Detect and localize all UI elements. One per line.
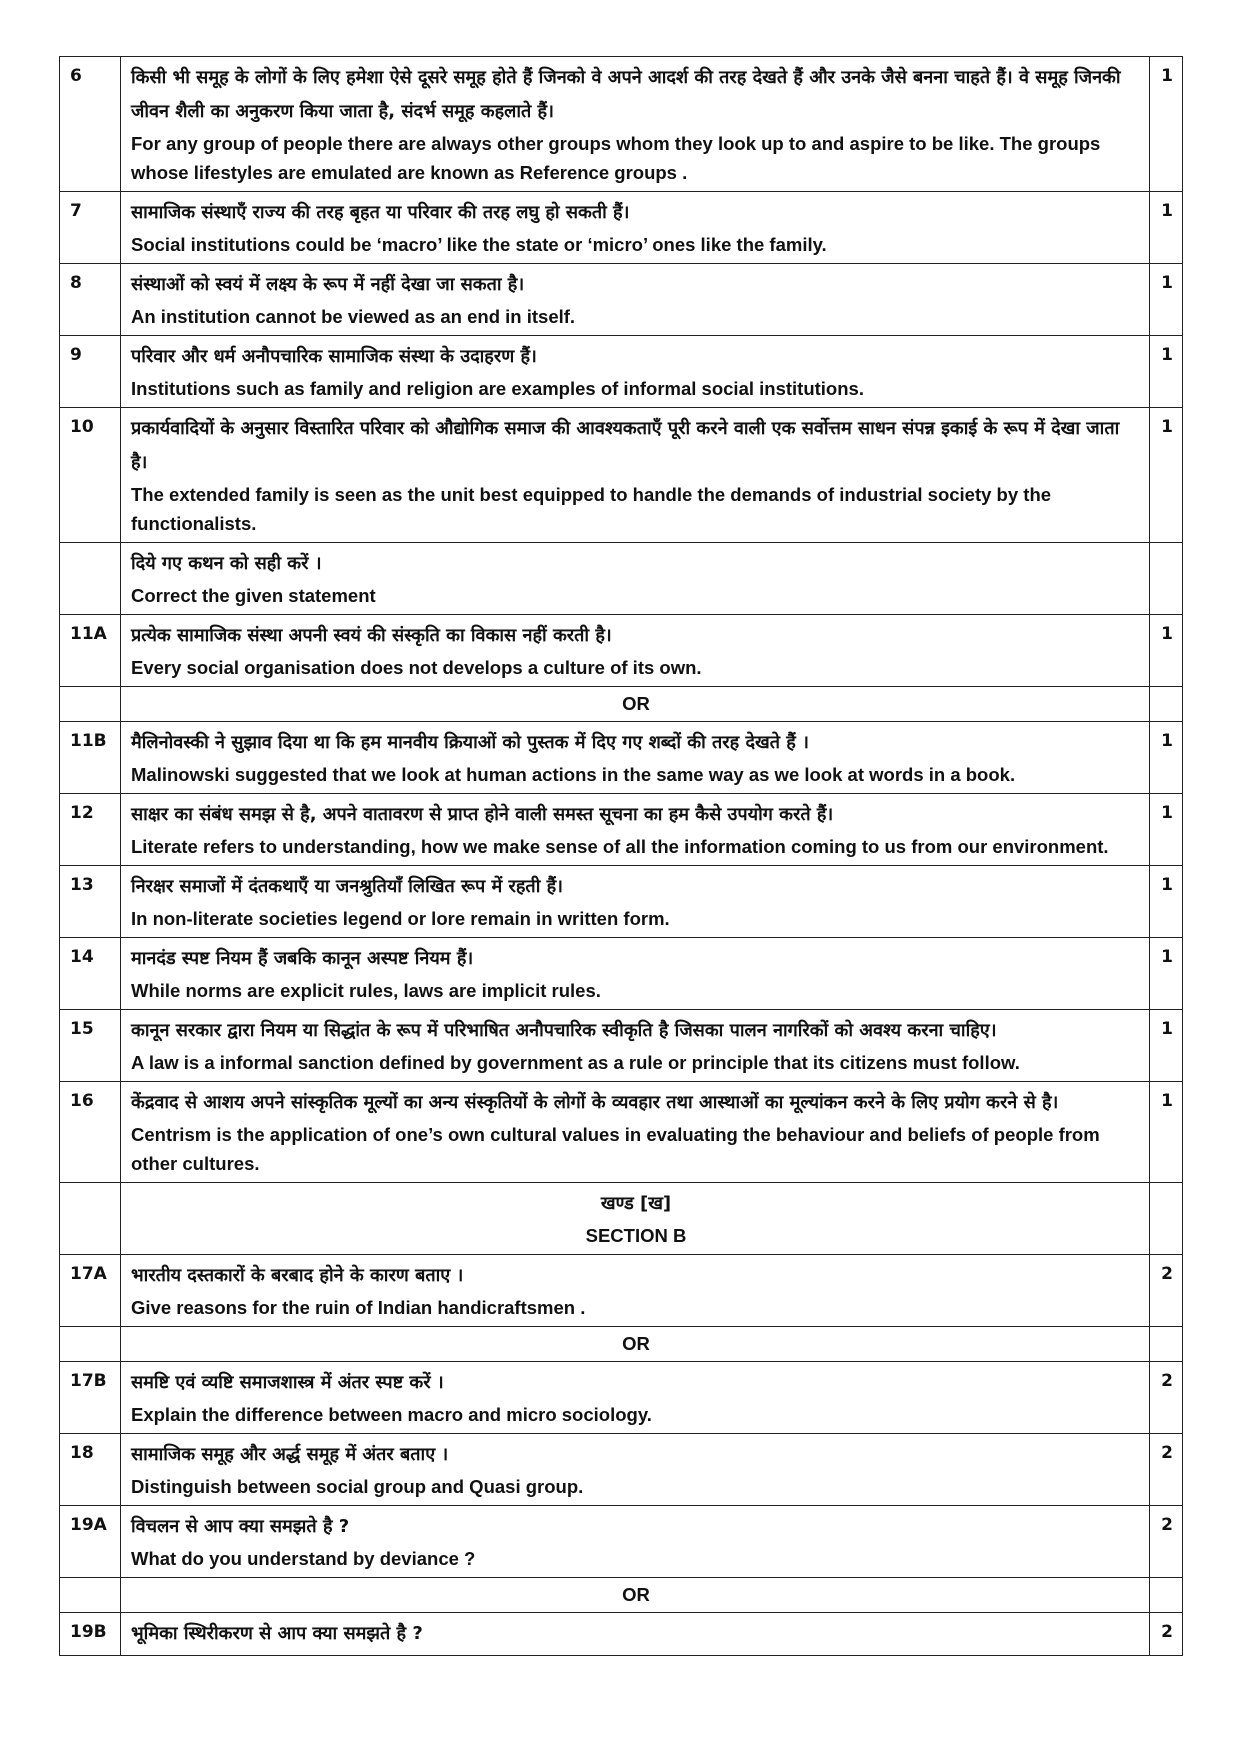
question-text-english: Every social organisation does not develops a culture of its own. <box>131 657 702 678</box>
question-text-english: The extended family is seen as the unit best equipped to handle the demands of industrial society by the functionalists. <box>131 484 1052 534</box>
question-text-hindi: किसी भी समूह के लोगों के लिए हमेशा ऐसे दूसरे समूह होते हैं जिनको वे अपने आदर्श की तरह देखते हैं और उनके जैसे बनना चाहते हैं। वे समूह जिनकी जीवन शैली का अनुकरण किया जाता है, संदर्भ समूह कहलाते हैं। <box>131 67 1121 122</box>
empty-marks-cell <box>1150 1578 1183 1613</box>
section-heading-row <box>60 1183 1183 1255</box>
question-text <box>121 543 1150 615</box>
question-number: 10 <box>60 408 121 543</box>
question-row <box>60 57 1183 192</box>
or-label: OR <box>622 1584 650 1605</box>
or-label: OR <box>622 1333 650 1354</box>
empty-number-cell <box>60 1183 121 1255</box>
question-row <box>60 615 1183 687</box>
question-row <box>60 794 1183 866</box>
question-text-english: An institution cannot be viewed as an end in itself. <box>131 306 576 327</box>
question-text-hindi: भारतीय दस्तकारों के बरबाद होने के कारण बताए । <box>131 1265 464 1286</box>
question-text-hindi: कानून सरकार द्वारा नियम या सिद्धांत के रूप में परिभाषित अनौपचारिक स्वीकृति है जिसका पालन नागरिकों को अवश्य करना चाहिए। <box>131 1020 997 1041</box>
question-marks: 1 <box>1150 264 1183 336</box>
question-text-english: While norms are explicit rules, laws are implicit rules. <box>131 980 601 1001</box>
question-table-body <box>60 57 1183 1656</box>
question-text-hindi: सामाजिक संस्थाएँ राज्य की तरह बृहत या परिवार की तरह लघु हो सकती हैं। <box>131 202 630 223</box>
question-marks: 1 <box>1150 794 1183 866</box>
empty-number-cell <box>60 687 121 722</box>
question-text-hindi: समष्टि एवं व्यष्टि समाजशास्त्र में अंतर स्पष्ट करें । <box>131 1372 444 1393</box>
question-number: 17A <box>60 1255 121 1327</box>
question-number: 18 <box>60 1434 121 1506</box>
section-title-english: SECTION B <box>585 1225 687 1246</box>
empty-number-cell <box>60 1327 121 1362</box>
question-row <box>60 336 1183 408</box>
question-marks: 1 <box>1150 57 1183 192</box>
question-row <box>60 1362 1183 1434</box>
question-row <box>60 1082 1183 1183</box>
question-text-english: A law is a informal sanction defined by government as a rule or principle that its citizens must follow. <box>131 1052 1020 1073</box>
or-separator-row <box>60 1327 1183 1362</box>
question-text-english: What do you understand by deviance ? <box>131 1548 476 1569</box>
question-text <box>121 1255 1150 1327</box>
question-marks: 1 <box>1150 1082 1183 1183</box>
question-row <box>60 192 1183 264</box>
question-text <box>121 192 1150 264</box>
question-text <box>121 57 1150 192</box>
question-number: 11B <box>60 722 121 794</box>
question-text-hindi: प्रत्येक सामाजिक संस्था अपनी स्वयं की संस्कृति का विकास नहीं करती है। <box>131 625 612 646</box>
section-heading <box>121 1183 1150 1255</box>
question-text <box>121 722 1150 794</box>
question-number: 14 <box>60 938 121 1010</box>
question-text-english: Explain the difference between macro and micro sociology. <box>131 1404 652 1425</box>
or-separator-row <box>60 1578 1183 1613</box>
question-number: 16 <box>60 1082 121 1183</box>
question-text <box>121 1362 1150 1434</box>
question-text-english: Social institutions could be ‘macro’ like the state or ‘micro’ ones like the family. <box>131 234 827 255</box>
question-text-english: Institutions such as family and religion are examples of informal social institutions. <box>131 378 864 399</box>
question-number: 12 <box>60 794 121 866</box>
or-separator-row <box>60 687 1183 722</box>
question-text <box>121 866 1150 938</box>
question-text-hindi: परिवार और धर्म अनौपचारिक सामाजिक संस्था के उदाहरण हैं। <box>131 346 537 367</box>
question-text-hindi: संस्थाओं को स्वयं में लक्ष्य के रूप में नहीं देखा जा सकता है। <box>131 274 525 295</box>
question-marks: 1 <box>1150 866 1183 938</box>
question-text <box>121 615 1150 687</box>
question-marks: 1 <box>1150 336 1183 408</box>
question-text <box>121 336 1150 408</box>
question-row <box>60 543 1183 615</box>
question-marks: 1 <box>1150 1010 1183 1082</box>
question-row <box>60 1010 1183 1082</box>
question-text <box>121 408 1150 543</box>
question-text <box>121 1010 1150 1082</box>
question-number: 6 <box>60 57 121 192</box>
question-table <box>59 56 1183 1656</box>
question-marks: 2 <box>1150 1613 1183 1656</box>
question-text <box>121 1506 1150 1578</box>
question-marks: 2 <box>1150 1434 1183 1506</box>
or-label: OR <box>622 693 650 714</box>
question-number: 19A <box>60 1506 121 1578</box>
question-text <box>121 264 1150 336</box>
question-text <box>121 1613 1150 1656</box>
question-number: 9 <box>60 336 121 408</box>
or-cell <box>121 1327 1150 1362</box>
question-text-english: Distinguish between social group and Quasi group. <box>131 1476 584 1497</box>
question-marks: 1 <box>1150 408 1183 543</box>
question-marks: 1 <box>1150 938 1183 1010</box>
question-number: 7 <box>60 192 121 264</box>
question-row <box>60 866 1183 938</box>
question-number: 11A <box>60 615 121 687</box>
or-cell <box>121 1578 1150 1613</box>
question-text-english: In non-literate societies legend or lore remain in written form. <box>131 908 670 929</box>
question-marks <box>1150 543 1183 615</box>
section-title-hindi: खण्ड [ख] <box>600 1193 672 1214</box>
question-text-english: Centrism is the application of one’s own cultural values in evaluating the behaviour and beliefs of people from other cultures. <box>131 1124 1100 1174</box>
question-row <box>60 1506 1183 1578</box>
question-text-hindi: भूमिका स्थिरीकरण से आप क्या समझते है ? <box>131 1623 423 1644</box>
question-text-english: Give reasons for the ruin of Indian handicraftsmen . <box>131 1297 586 1318</box>
question-text-hindi: केंद्रवाद से आशय अपने सांस्कृतिक मूल्यों का अन्य संस्कृतियों के लोगों के व्यवहार तथा आस्थाओं का मूल्यांकन करने के लिए प्रयोग करने से है। <box>131 1092 1059 1113</box>
question-text-hindi: मैलिनोवस्की ने सुझाव दिया था कि हम मानवीय क्रियाओं को पुस्तक में दिए गए शब्दों की तरह देखते हैं । <box>131 732 809 753</box>
question-text-hindi: मानदंड स्पष्ट नियम हैं जबकि कानून अस्पष्ट नियम हैं। <box>131 948 474 969</box>
question-text-hindi: विचलन से आप क्या समझते है ? <box>131 1516 350 1537</box>
question-row <box>60 722 1183 794</box>
question-number: 8 <box>60 264 121 336</box>
empty-marks-cell <box>1150 687 1183 722</box>
question-number: 13 <box>60 866 121 938</box>
question-number: 15 <box>60 1010 121 1082</box>
question-marks: 1 <box>1150 615 1183 687</box>
empty-marks-cell <box>1150 1327 1183 1362</box>
question-text-english: Correct the given statement <box>131 585 376 606</box>
question-row <box>60 1434 1183 1506</box>
question-text-hindi: दिये गए कथन को सही करें । <box>131 553 322 574</box>
question-text-english: Malinowski suggested that we look at human actions in the same way as we look at words in a book. <box>131 764 1016 785</box>
question-row <box>60 264 1183 336</box>
question-row <box>60 938 1183 1010</box>
question-marks: 2 <box>1150 1362 1183 1434</box>
question-text <box>121 1434 1150 1506</box>
question-text <box>121 794 1150 866</box>
empty-number-cell <box>60 1578 121 1613</box>
question-row <box>60 1613 1183 1656</box>
question-text-hindi: साक्षर का संबंध समझ से है, अपने वातावरण से प्राप्त होने वाली समस्त सूचना का हम कैसे उपयोग करते हैं। <box>131 804 834 825</box>
question-marks: 2 <box>1150 1506 1183 1578</box>
question-text <box>121 938 1150 1010</box>
question-text-hindi: सामाजिक समूह और अर्द्ध समूह में अंतर बताए । <box>131 1444 449 1465</box>
question-text-english: Literate refers to understanding, how we make sense of all the information coming to us from our environment. <box>131 836 1109 857</box>
or-cell <box>121 687 1150 722</box>
question-row <box>60 408 1183 543</box>
question-marks: 1 <box>1150 722 1183 794</box>
question-marks: 2 <box>1150 1255 1183 1327</box>
question-number: 17B <box>60 1362 121 1434</box>
empty-marks-cell <box>1150 1183 1183 1255</box>
question-row <box>60 1255 1183 1327</box>
question-text-hindi: निरक्षर समाजों में दंतकथाएँ या जनश्रुतियाँ लिखित रूप में रहती हैं। <box>131 876 564 897</box>
question-number <box>60 543 121 615</box>
question-number: 19B <box>60 1613 121 1656</box>
question-marks: 1 <box>1150 192 1183 264</box>
question-text-hindi: प्रकार्यवादियों के अनुसार विस्तारित परिवार को औद्योगिक समाज की आवश्यकताएँ पूरी करने वाली एक सर्वोत्तम साधन संपन्न इकाई के रूप में देखा जाता है। <box>131 418 1120 473</box>
question-text <box>121 1082 1150 1183</box>
question-text-english: For any group of people there are always other groups whom they look up to and aspire to be like. The groups whose lifestyles are emulated are known as Reference groups . <box>131 133 1101 183</box>
